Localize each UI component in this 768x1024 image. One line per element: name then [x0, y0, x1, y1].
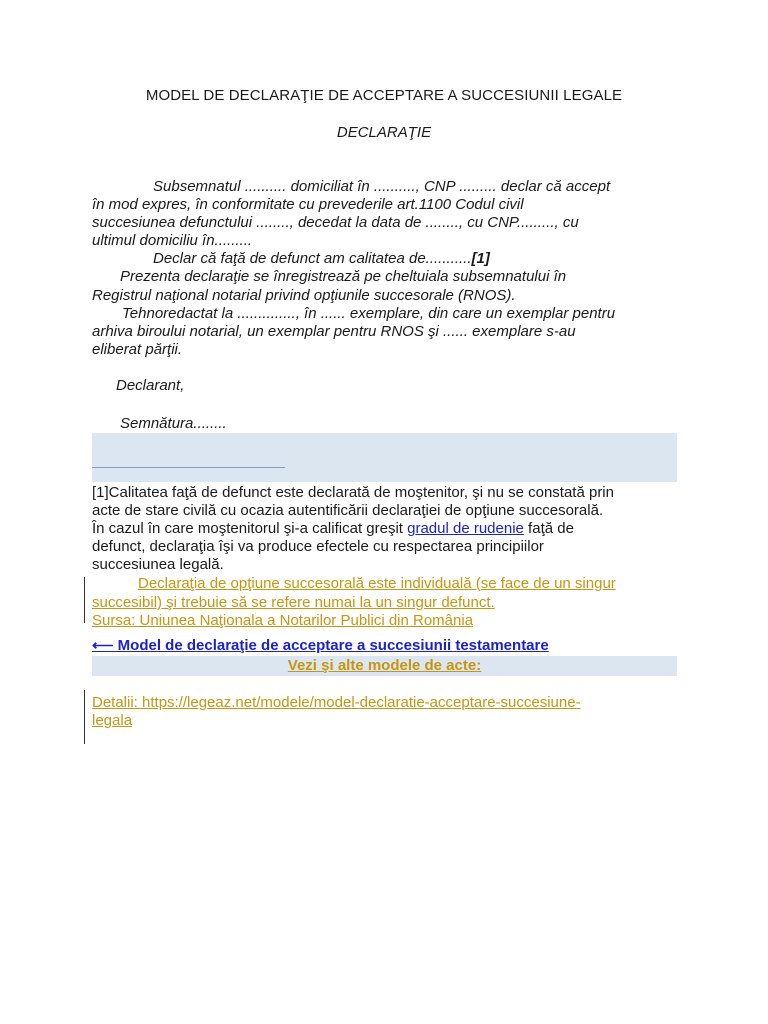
paragraph3-line2: Registrul naţional notarial privind opţiunile succesorale (RNOS).: [92, 287, 516, 304]
testamentary-model-label: Model de declaraţie de acceptare a succesiunii testamentare: [113, 637, 549, 654]
footnote-line3-pre: În cazul în care moştenitorul şi-a calificat greşit: [92, 520, 408, 537]
change-bar-top: [84, 577, 85, 623]
kinship-degree-link[interactable]: gradul de rudenie: [407, 520, 524, 537]
change-bar-bottom: [84, 690, 85, 744]
paragraph2-text: Declar că faţă de defunct am calitatea de...........: [153, 250, 472, 267]
paragraph1-line1: Subsemnatul .......... domiciliat în .........., CNP ......... declar că accept: [153, 178, 611, 195]
notice-line2: [92, 594, 495, 612]
details-url-link[interactable]: Detalii: https://legeaz.net/modele/model-declaratie-acceptare-succesiune-: [92, 694, 581, 711]
signature-label: Semnătura........: [120, 415, 227, 432]
notice-link-line1[interactable]: Declaraţia de opţiune succesorală este individuală (se face de un singur: [138, 575, 616, 592]
footnote-separator-area: [92, 433, 677, 482]
details-url-link-cont[interactable]: legala: [92, 712, 133, 729]
paragraph4-line3: eliberat părţii.: [92, 341, 183, 358]
arrow-left-icon: ⟵: [92, 637, 114, 654]
source-link[interactable]: Sursa: Uniunea Naţionala a Notarilor Publici din România: [92, 612, 474, 629]
other-models-row: [92, 657, 677, 675]
paragraph1-line2: în mod expres, în conformitate cu prevederile art.1100 Codul civil: [92, 196, 524, 213]
footnote-separator-rule: [92, 467, 285, 468]
declarant-label: Declarant,: [116, 377, 185, 394]
notice-link-line2[interactable]: succesibil) şi trebuie să se refere numai la un singur defunct.: [92, 594, 495, 611]
details-line2: [92, 712, 132, 730]
footnote-ref: [1]: [471, 250, 490, 267]
paragraph1-line4: ultimul domiciliu în.........: [92, 232, 253, 249]
paragraph4-line1: Tehnoredactat la .............., în ...... exemplare, din care un exemplar pentru: [122, 305, 616, 322]
testamentary-model-link[interactable]: [92, 637, 549, 654]
paragraph1-line3: succesiunea defunctului ........, decedat la data de ........, cu CNP........., cu: [92, 214, 579, 231]
source-line: [92, 612, 473, 630]
footnote-line4: defunct, declaraţia îşi va produce efectele cu respectarea principiilor: [92, 538, 544, 555]
paragraph2: [153, 250, 490, 268]
footnote-line5: succesiunea legală.: [92, 556, 224, 573]
footnote-line2: acte de stare civilă cu ocazia autentificării declaraţiei de opţiune succesorală.: [92, 502, 604, 519]
paragraph3-line1: Prezenta declaraţie se înregistrează pe cheltuiala subsemnatului în: [120, 268, 567, 285]
footnote-line3: [92, 520, 574, 538]
details-line1: [92, 694, 581, 712]
footnote-line3-post: faţă de: [523, 520, 574, 537]
document-title: MODEL DE DECLARAŢIE DE ACCEPTARE A SUCCESIUNII LEGALE: [145, 87, 623, 104]
notice-line1: [138, 575, 616, 593]
other-models-link[interactable]: Vezi şi alte modele de acte:: [287, 657, 482, 674]
paragraph4-line2: arhiva biroului notarial, un exemplar pentru RNOS şi ...... exemplare s-au: [92, 323, 576, 340]
document-subtitle: DECLARAŢIE: [336, 124, 432, 141]
testamentary-link-row: [92, 636, 549, 655]
footnote-line1: [1]Calitatea faţă de defunct este declarată de moştenitor, şi nu se constată prin: [92, 484, 614, 501]
